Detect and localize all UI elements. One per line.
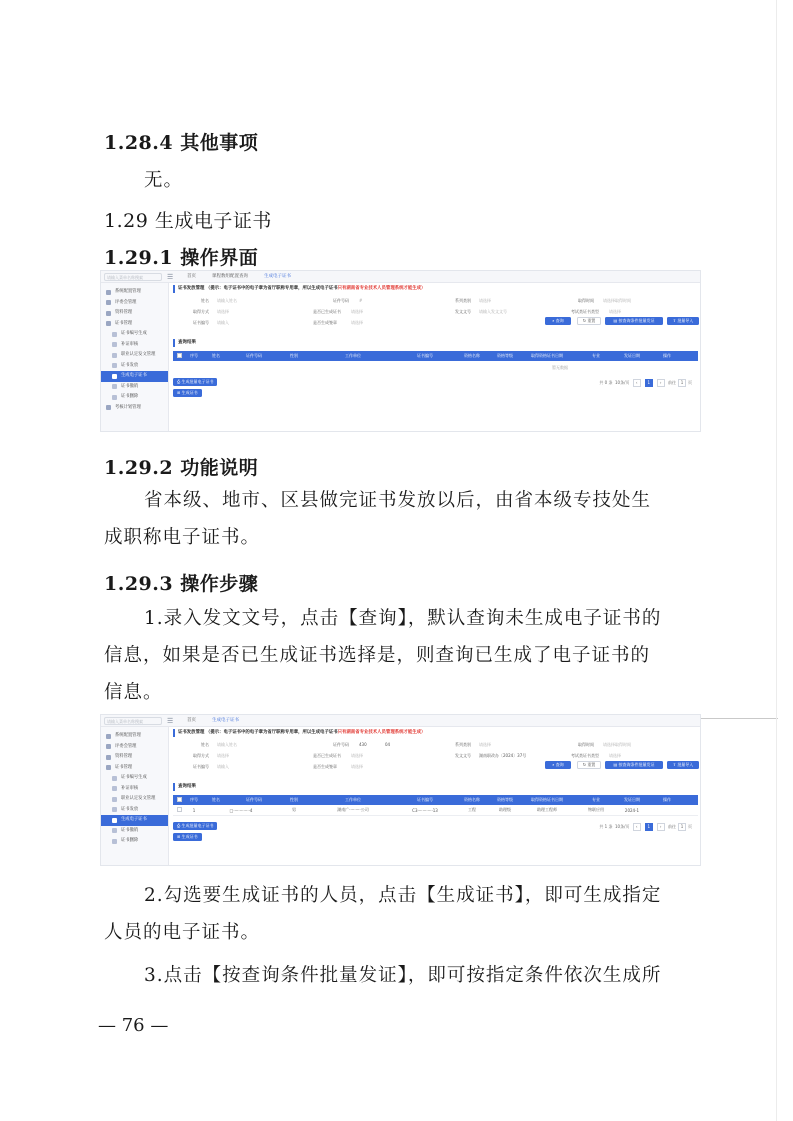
select-exam-type[interactable]: 请选择 — [609, 309, 621, 314]
select-series[interactable]: 请选择 — [479, 298, 491, 303]
sidebar-item-label: 资料管理 — [115, 310, 133, 315]
sidebar-item[interactable] — [101, 752, 168, 763]
screenshot-operation-ui — [100, 270, 701, 432]
tab-generate-cert[interactable]: 生成电子证书 — [212, 718, 239, 723]
notice-bar — [173, 729, 698, 737]
sidebar-item[interactable] — [101, 794, 168, 805]
label-time: 取得时间 — [578, 298, 594, 303]
generate-cert-label: 生成证书 — [181, 390, 198, 395]
notice-text: （提示：电子证书中的电子章为省厅职称专用章，所以生成电子证书 — [205, 286, 338, 291]
column-header: 资格等级 — [497, 353, 513, 358]
input-name[interactable]: 请输入姓名 — [217, 742, 237, 747]
sidebar-item-label: 证书编号生成 — [121, 775, 147, 780]
column-header: 姓名 — [212, 797, 220, 802]
column-header: 发证日期 — [624, 797, 640, 802]
generate-batch-cert-button[interactable]: ⎙ 生成批量电子证书 — [173, 822, 217, 830]
sidebar-item-label: 证书编号生成 — [121, 331, 147, 336]
batch-import-button-label: 批量导入 — [677, 762, 694, 767]
date-picker-time[interactable]: 请选择取得时间 — [603, 742, 631, 747]
label-doc-no: 发文文号 — [455, 753, 471, 758]
heading-1-29: 1.29 生成电子证书 — [104, 210, 272, 232]
menu-icon — [106, 321, 111, 326]
paragraph-text: 无。 — [144, 170, 184, 191]
main-content — [173, 285, 698, 431]
input-cert-num[interactable]: 请输入 — [217, 764, 229, 769]
paragraph-step-1 — [104, 600, 704, 711]
table-row[interactable] — [173, 805, 698, 816]
prev-page-button[interactable]: ‹ — [633, 379, 641, 387]
menu-icon — [106, 755, 111, 760]
column-header: 证书编号 — [417, 797, 433, 802]
select-all-checkbox[interactable] — [173, 797, 185, 803]
page-1-button[interactable]: 1 — [645, 379, 653, 387]
heading-1-29-2: 1.29.2 功能说明 — [104, 457, 259, 479]
paragraph-line: 2.勾选要生成证书的人员，点击【生成证书】，即可生成指定 — [144, 885, 662, 906]
label-method: 取得方式 — [193, 753, 209, 758]
sidebar-item-label: 考核计划管理 — [115, 404, 141, 410]
menu-icon — [106, 765, 111, 770]
notice-warning: 只有湖南省专业技术人员管理系统才能生成） — [337, 730, 426, 735]
select-issued[interactable]: 请选择 — [351, 309, 363, 314]
label-series: 系列类别 — [455, 298, 471, 303]
label-cert-num: 证书编号 — [193, 764, 209, 769]
sidebar-item[interactable] — [101, 287, 168, 298]
sidebar-item[interactable] — [101, 350, 168, 361]
input-doc-no[interactable]: 请输入发文文号 — [479, 309, 507, 314]
sidebar-item-label: 证书撤销 — [121, 383, 139, 389]
next-page-button[interactable]: › — [657, 379, 665, 387]
paragraph-1-28-4 — [104, 162, 704, 199]
paragraph-1-29-2 — [104, 482, 704, 556]
menu-icon — [112, 342, 117, 347]
sidebar-item-label: 证书发放 — [121, 806, 139, 812]
column-header: 证书编号 — [417, 353, 433, 358]
label-exam-type: 考试类证书类型 — [571, 753, 599, 758]
column-header: 取得资格证书日期 — [531, 353, 563, 358]
sidebar-item-label: 证书删除 — [121, 838, 139, 843]
cell-title: 助理工程师 — [537, 807, 557, 812]
menu-icon — [106, 405, 111, 410]
select-exam-type[interactable]: 请选择 — [609, 753, 621, 758]
pagination-total: 共 1 条 — [599, 824, 613, 829]
generate-batch-cert-button[interactable]: ⎙ 生成批量电子证书 — [173, 378, 217, 386]
select-issued[interactable]: 请选择 — [351, 753, 363, 758]
goto-page-input[interactable]: 1 — [678, 379, 686, 387]
sidebar-item-label: 证书发放 — [121, 362, 139, 368]
sidebar-item[interactable] — [101, 773, 168, 784]
goto-label: 前往 — [668, 824, 676, 829]
menu-icon — [112, 374, 117, 379]
checkbox-icon — [177, 807, 182, 812]
sidebar-item[interactable] — [101, 742, 168, 753]
column-header: 取得资格证书日期 — [531, 797, 563, 802]
search-button-label: 查询 — [555, 762, 564, 767]
sidebar-item[interactable] — [101, 392, 168, 403]
column-header: 工作单位 — [345, 353, 361, 358]
label-exam-type: 考试类证书类型 — [571, 309, 599, 314]
goto-label: 前往 — [668, 380, 676, 385]
label-issued: 是否已生成证书 — [313, 309, 341, 314]
tab-generate-cert[interactable]: 生成电子证书 — [264, 274, 291, 279]
label-doc-no: 发文文号 — [455, 309, 471, 314]
cell-level: 助理级 — [499, 807, 511, 812]
batch-issue-button-label: 按查询条件批量发证 — [618, 762, 655, 767]
cell-major: 物联应用 — [588, 807, 604, 812]
table-footer — [173, 378, 698, 400]
column-header: 性别 — [290, 353, 298, 358]
sidebar — [101, 727, 169, 865]
batch-import-button[interactable]: ⇪ 批量导入 — [667, 761, 699, 769]
pagination — [599, 378, 692, 388]
search-form — [173, 737, 698, 781]
tab-bar — [179, 271, 299, 283]
page-unit-label: 页 — [688, 380, 692, 385]
sidebar-item-label: 证书删除 — [121, 394, 139, 399]
sidebar-item-label: 职业认定发文管理 — [121, 796, 156, 801]
label-issued: 是否已生成证书 — [313, 753, 341, 758]
sidebar-item-label: 生成电子证书 — [121, 817, 147, 822]
menu-search-input[interactable]: 请输入菜单名称搜索 — [104, 717, 162, 725]
prev-page-button[interactable]: ‹ — [633, 823, 641, 831]
sidebar-item[interactable] — [101, 319, 168, 330]
notice-title: 证书发放管理 — [178, 286, 205, 291]
heading-1-29-3: 1.29.3 操作步骤 — [104, 573, 259, 595]
sidebar-item[interactable] — [101, 403, 168, 414]
sidebar-item-label: 补证审核 — [121, 785, 139, 791]
search-button[interactable]: ⌕ 查询 — [545, 761, 571, 769]
paragraph-line: 成职称电子证书。 — [104, 527, 261, 548]
select-signed[interactable]: 请选择 — [351, 320, 363, 325]
page-1-button[interactable]: 1 — [645, 823, 653, 831]
checkbox-icon — [177, 797, 182, 802]
reset-button-label: 重置 — [587, 318, 596, 323]
table-header — [173, 351, 698, 361]
sidebar-item[interactable] — [101, 805, 168, 816]
sidebar — [101, 283, 169, 431]
notice-title: 证书发放管理 — [178, 730, 205, 735]
label-signed: 是否生成签章 — [313, 320, 337, 325]
heading-1-29-1: 1.29.1 操作界面 — [104, 247, 259, 269]
sidebar-item-label: 评委会管理 — [115, 299, 137, 305]
tab-home[interactable]: 首页 — [187, 274, 196, 279]
tab-home[interactable]: 首页 — [187, 718, 196, 723]
sidebar-item[interactable] — [101, 361, 168, 372]
select-method[interactable]: 请选择 — [217, 753, 229, 758]
cell-issue-date: 2024-1 — [624, 807, 640, 813]
cell-employer: 湖南广·········公司 — [337, 807, 369, 812]
search-button[interactable]: ⌕ 查询 — [545, 317, 571, 325]
pagination — [599, 822, 692, 832]
menu-icon — [112, 776, 117, 781]
column-header: 证件号码 — [246, 797, 262, 802]
column-header: 资格名称 — [464, 353, 480, 358]
menu-icon — [106, 290, 111, 295]
page-size-select[interactable]: 10条/页 — [615, 380, 630, 385]
label-name: 姓名 — [201, 298, 209, 303]
search-button-label: 查询 — [555, 318, 564, 323]
input-cert-num[interactable]: 请输入 — [217, 320, 229, 325]
input-name[interactable]: 请输入姓名 — [217, 298, 237, 303]
notice-warning: 只有湖南省专业技术人员管理系统才能生成） — [337, 286, 426, 291]
batch-issue-button[interactable]: ▤ 按查询条件批量发证 — [605, 317, 663, 325]
cell-qualification: 工程 — [468, 807, 476, 812]
batch-import-button-label: 批量导入 — [677, 318, 694, 323]
sidebar-item[interactable] — [101, 340, 168, 351]
menu-icon — [112, 839, 117, 844]
column-header: 证件号码 — [246, 353, 262, 358]
paragraph-line: 人员的电子证书。 — [104, 922, 261, 943]
screenshot-query-result — [100, 714, 701, 866]
column-header: 专业 — [592, 353, 600, 358]
generate-batch-cert-label: 生成批量电子证书 — [181, 823, 214, 828]
date-picker-time[interactable]: 请选择取得时间 — [603, 298, 631, 303]
sidebar-item-label: 生成电子证书 — [121, 373, 147, 378]
table-header — [173, 795, 698, 805]
page-size-select[interactable]: 10条/页 — [615, 824, 630, 829]
sidebar-item-label: 证书管理 — [115, 764, 133, 770]
checkbox-icon — [177, 353, 182, 358]
sidebar-item[interactable] — [101, 836, 168, 847]
batch-import-button[interactable]: ⇪ 批量导入 — [667, 317, 699, 325]
column-header: 序号 — [190, 797, 198, 802]
paragraph-line: 3.点击【按查询条件批量发证】，即可按指定条件依次生成所 — [144, 965, 662, 986]
cell-name-id: □·············4 — [229, 807, 253, 813]
menu-icon — [112, 797, 117, 802]
batch-issue-button-label: 按查询条件批量发证 — [618, 318, 655, 323]
cell-cert-number: C3············13 — [412, 807, 438, 813]
paragraph-step-2 — [104, 877, 704, 951]
sidebar-item-label: 证书管理 — [115, 320, 133, 326]
column-header: 姓名 — [212, 353, 220, 358]
paragraph-line: 信息，如果是否已生成证书选择是，则查询已生成了电子证书的 — [104, 645, 651, 666]
column-header: 工作单位 — [345, 797, 361, 802]
menu-icon — [112, 353, 117, 358]
column-header: 操作 — [663, 353, 671, 358]
sidebar-item[interactable] — [101, 298, 168, 309]
generate-cert-button[interactable]: ⊞ 生成证书 — [173, 389, 202, 397]
label-signed: 是否生成签章 — [313, 764, 337, 769]
sidebar-item[interactable] — [101, 329, 168, 340]
generate-cert-button[interactable]: ⊞ 生成证书 — [173, 833, 202, 841]
sidebar-item-label: 证书撤销 — [121, 827, 139, 833]
top-bar — [101, 715, 700, 727]
column-header: 资格名称 — [464, 797, 480, 802]
top-bar — [101, 271, 700, 283]
menu-toggle-icon[interactable]: ☰ — [167, 273, 174, 281]
sidebar-item-label: 系统配置管理 — [115, 733, 141, 738]
sidebar-item[interactable] — [101, 763, 168, 774]
sidebar-item-label: 评委会管理 — [115, 743, 137, 749]
sidebar-item-generate-cert[interactable] — [101, 815, 168, 826]
select-method[interactable]: 请选择 — [217, 309, 229, 314]
menu-icon — [112, 807, 117, 812]
menu-icon — [112, 395, 117, 400]
sidebar-item-label: 系统配置管理 — [115, 289, 141, 294]
column-header: 操作 — [663, 797, 671, 802]
input-cert-no[interactable]: 430 — [359, 742, 367, 747]
menu-icon — [106, 300, 111, 305]
select-signed[interactable]: 请选择 — [351, 764, 363, 769]
generate-cert-label: 生成证书 — [181, 834, 198, 839]
generate-batch-cert-label: 生成批量电子证书 — [181, 379, 214, 384]
paragraph-line: 省本级、地市、区县做完证书发放以后，由省本级专技处生 — [144, 490, 652, 511]
column-header: 发证日期 — [624, 353, 640, 358]
sidebar-item-label: 资料管理 — [115, 754, 133, 759]
reset-button[interactable]: ↻ 重置 — [577, 317, 601, 325]
menu-icon — [106, 744, 111, 749]
input-cert-no[interactable]: # — [359, 298, 363, 303]
menu-toggle-icon[interactable]: ☰ — [167, 717, 174, 725]
menu-icon — [112, 384, 117, 389]
result-title: 查询结果 — [173, 339, 698, 347]
search-form — [173, 293, 698, 337]
cell-index: 1 — [192, 807, 196, 813]
label-series: 系列类别 — [455, 742, 471, 747]
page-number: — 76 — — [98, 1015, 169, 1036]
sidebar-item[interactable] — [101, 826, 168, 837]
column-header: 专业 — [592, 797, 600, 802]
sidebar-item-label: 补证审核 — [121, 341, 139, 347]
tab-bar — [179, 715, 247, 727]
menu-icon — [112, 828, 117, 833]
pagination-total: 共 0 条 — [599, 380, 613, 385]
sidebar-item-label: 职业认定发文管理 — [121, 352, 156, 357]
notice-bar — [173, 285, 698, 293]
table-footer — [173, 822, 698, 844]
select-all-checkbox[interactable] — [173, 353, 185, 359]
menu-icon — [112, 363, 117, 368]
menu-icon — [112, 818, 117, 823]
paragraph-line: 1.录入发文文号，点击【查询】，默认查询未生成电子证书的 — [144, 608, 662, 629]
column-header: 资格等级 — [497, 797, 513, 802]
menu-icon — [106, 734, 111, 739]
menu-icon — [112, 786, 117, 791]
column-header: 性别 — [290, 797, 298, 802]
paragraph-line: 信息。 — [104, 682, 163, 703]
goto-page-input[interactable]: 1 — [678, 823, 686, 831]
scan-artifact-edge — [776, 0, 777, 1121]
notice-text: （提示：电子证书中的电子章为省厅职称专用章，所以生成电子证书 — [205, 730, 338, 735]
label-cert-no: 证件号码 — [333, 742, 349, 747]
input-cert-no-suffix: 04 — [385, 742, 391, 747]
heading-1-28-4: 1.28.4 其他事项 — [104, 132, 259, 154]
menu-icon — [106, 311, 111, 316]
label-cert-no: 证件号码 — [333, 298, 349, 303]
menu-search-input[interactable]: 请输入菜单名称搜索 — [104, 273, 162, 281]
select-series[interactable]: 请选择 — [479, 742, 491, 747]
cell-gender: 男 — [292, 807, 296, 812]
row-checkbox[interactable] — [173, 807, 185, 813]
label-name: 姓名 — [201, 742, 209, 747]
reset-button-label: 重置 — [587, 762, 596, 767]
input-doc-no[interactable]: 湖南职改办〔2024〕37号 — [479, 753, 527, 758]
page-unit-label: 页 — [688, 824, 692, 829]
sidebar-item-generate-cert[interactable] — [101, 371, 168, 382]
sidebar-item[interactable] — [101, 731, 168, 742]
menu-icon — [112, 332, 117, 337]
reset-button[interactable]: ↻ 重置 — [577, 761, 601, 769]
batch-issue-button[interactable]: ▤ 按查询条件批量发证 — [605, 761, 663, 769]
label-cert-num: 证书编号 — [193, 320, 209, 325]
sidebar-item[interactable] — [101, 784, 168, 795]
sidebar-item[interactable] — [101, 382, 168, 393]
column-header: 序号 — [190, 353, 198, 358]
tab-course-config[interactable]: 课程数组配置查询 — [212, 274, 248, 279]
result-title: 查询结果 — [173, 783, 698, 791]
empty-state: 暂无数据 — [552, 365, 568, 370]
label-method: 取得方式 — [193, 309, 209, 314]
label-time: 取得时间 — [578, 742, 594, 747]
next-page-button[interactable]: › — [657, 823, 665, 831]
main-content — [173, 729, 698, 865]
sidebar-item[interactable] — [101, 308, 168, 319]
paragraph-step-3 — [104, 957, 704, 994]
